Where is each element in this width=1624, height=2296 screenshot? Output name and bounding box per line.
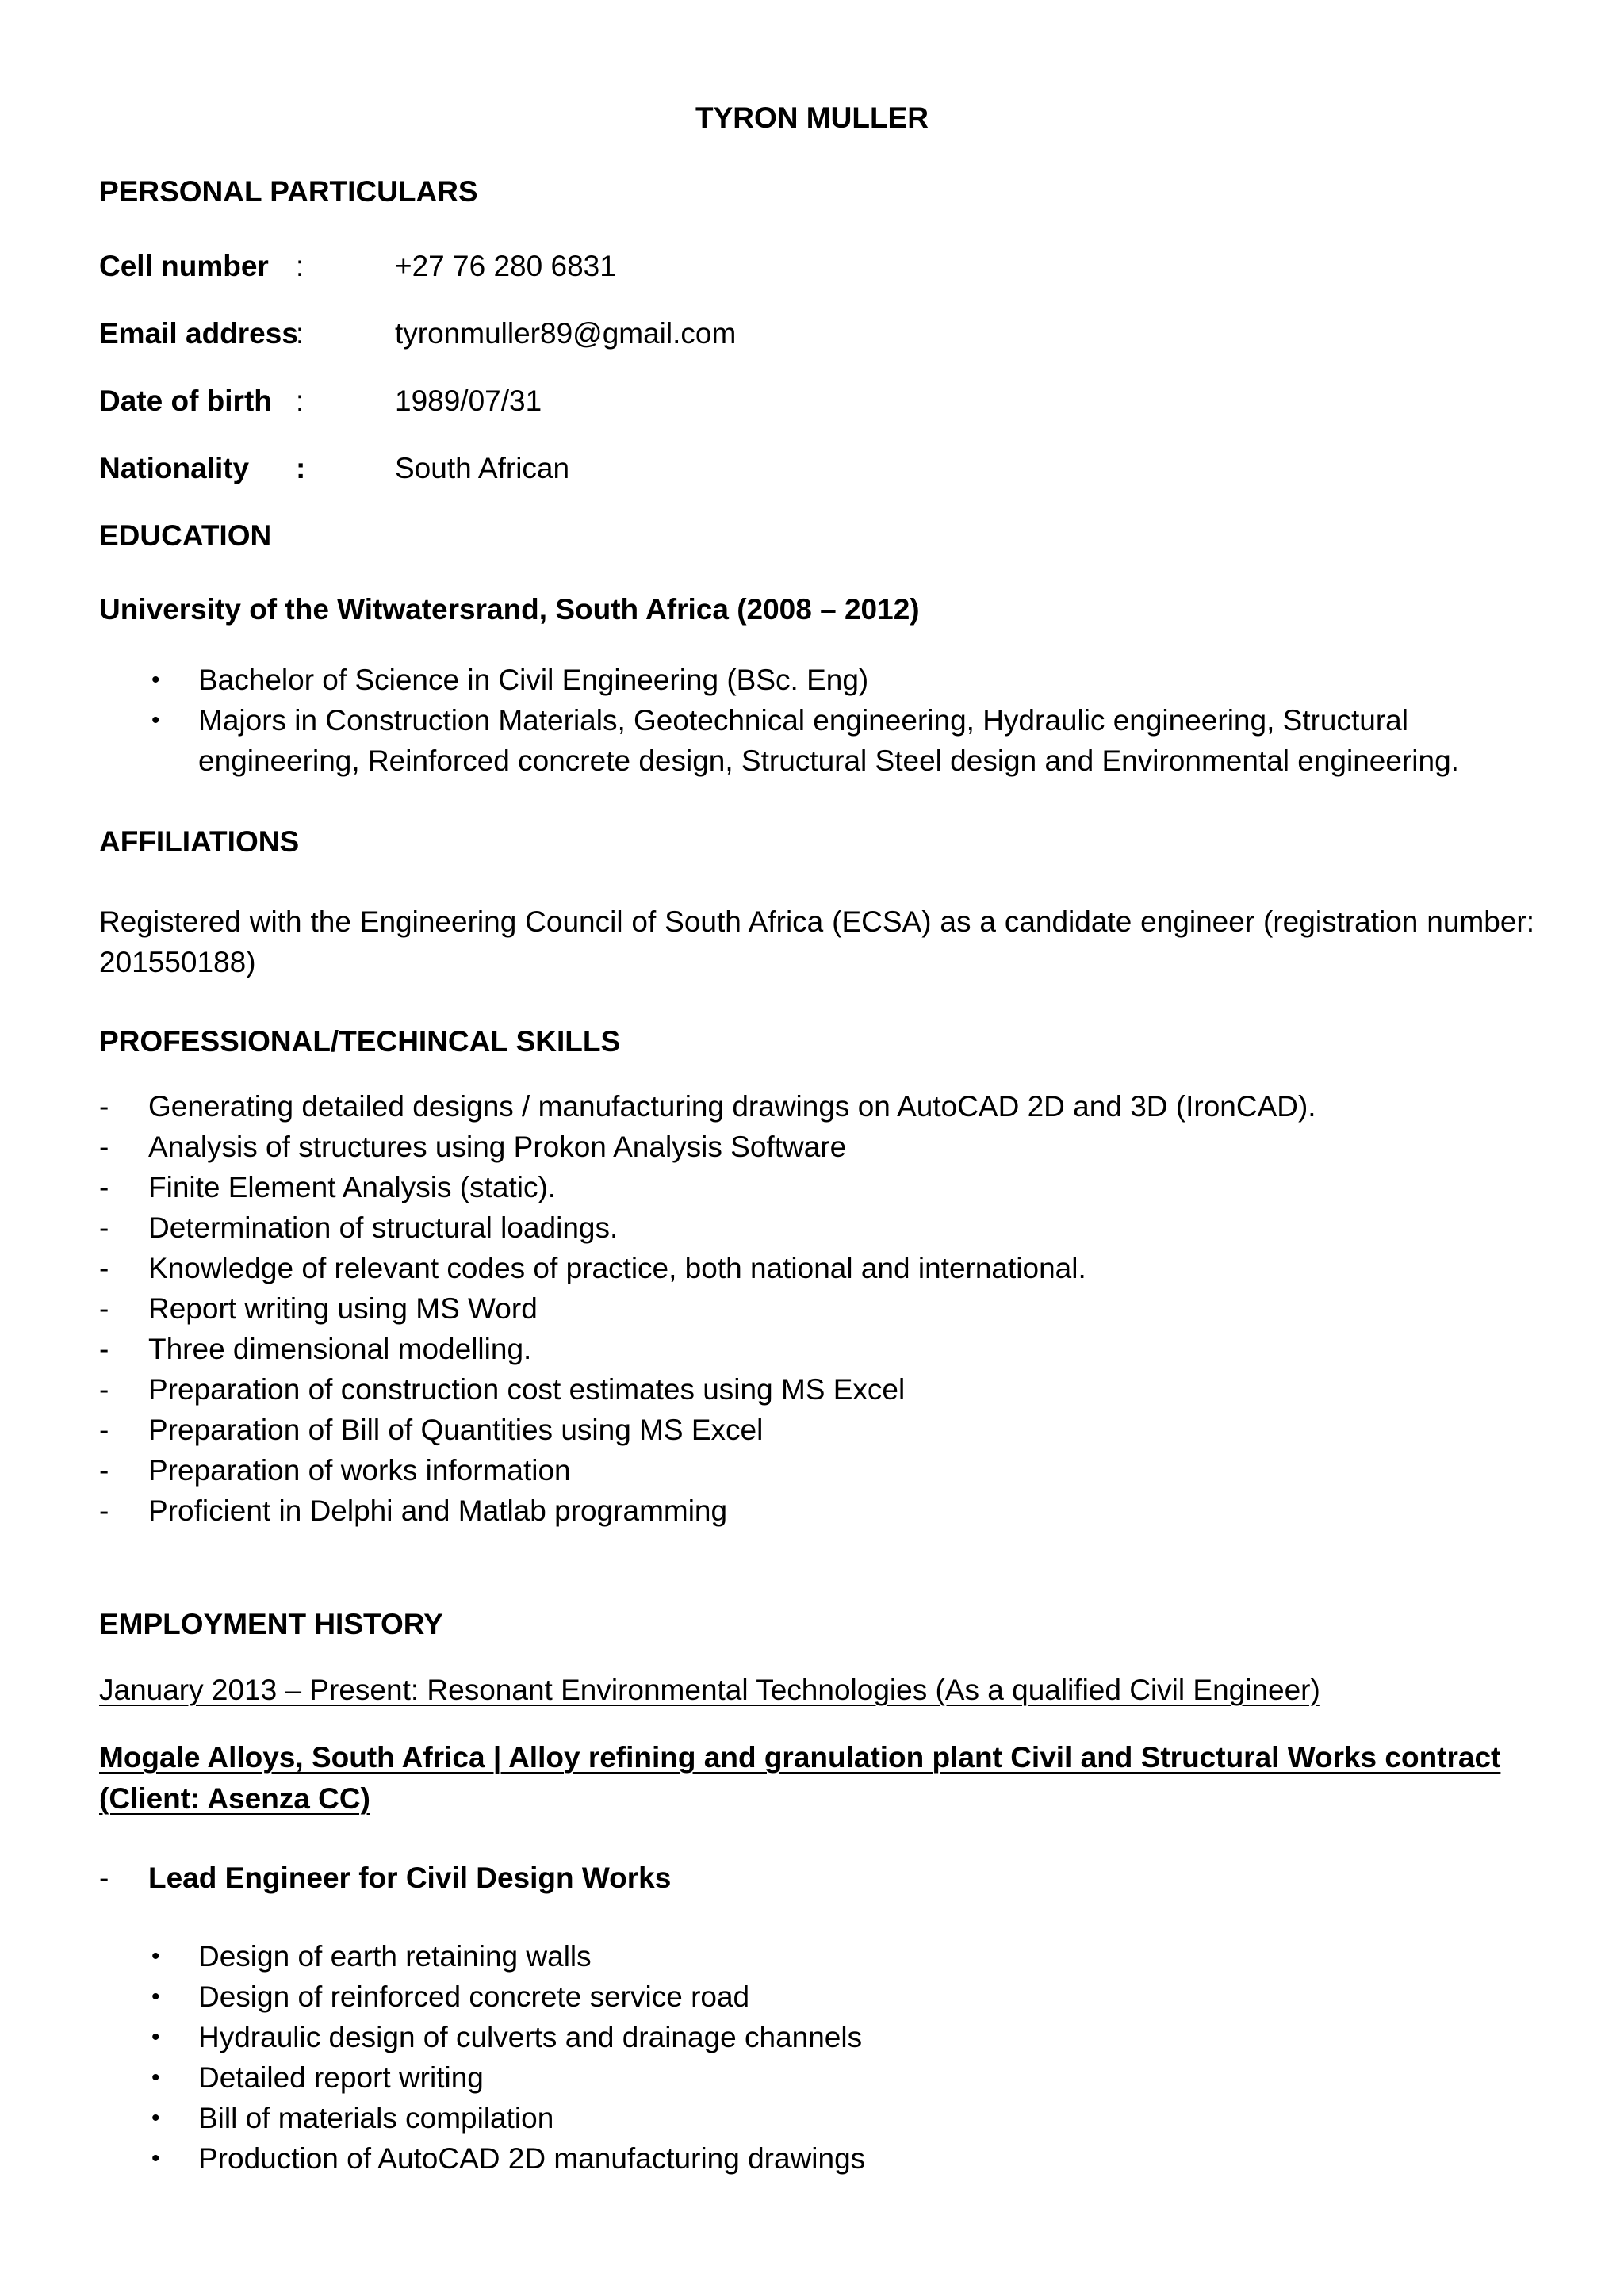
task-text: Design of reinforced concrete service road [198, 1980, 750, 2013]
skill-text: Knowledge of relevant codes of practice, both national and international. [148, 1252, 1086, 1284]
dash-marker: - [99, 1414, 109, 1446]
skill-text: Preparation of Bill of Quantities using MS Excel [148, 1414, 764, 1446]
dash-marker: - [99, 1211, 109, 1244]
date-of-birth-value: 1989/07/31 [395, 385, 542, 417]
project-title-line-2: (Client: Asenza CC) [99, 1782, 370, 1815]
cell-number-colon: : [296, 250, 304, 282]
bullet-icon: • [151, 2145, 160, 2172]
dash-marker: - [99, 1292, 109, 1325]
education-item-text: Majors in Construction Materials, Geotechnical engineering, Hydraulic engineering, Structural engineering, Reinforced concrete design, Structural Steel design and Environmental engineering. [198, 704, 1459, 777]
role-dash: - [99, 1862, 109, 1894]
list-item [99, 1369, 1316, 1410]
email-value: tyronmuller89@gmail.com [395, 317, 737, 350]
task-text: Production of AutoCAD 2D manufacturing drawings [198, 2142, 866, 2175]
bullet-icon: • [151, 2105, 160, 2131]
dash-marker: - [99, 1252, 109, 1284]
list-item [99, 1410, 1316, 1450]
skill-text: Three dimensional modelling. [148, 1333, 532, 1365]
project-title-line-1: Mogale Alloys, South Africa | Alloy refining and granulation plant Civil and Structural Works contract [99, 1741, 1501, 1774]
bullet-icon: • [151, 2064, 160, 2091]
nationality-label: Nationality [99, 452, 250, 484]
skill-text: Generating detailed designs / manufacturing drawings on AutoCAD 2D and 3D (IronCAD). [148, 1090, 1316, 1123]
task-text: Design of earth retaining walls [198, 1940, 592, 1973]
skills-heading: PROFESSIONAL/TECHINCAL SKILLS [99, 1025, 621, 1058]
list-item [99, 1288, 1316, 1329]
nationality-colon: : [296, 452, 306, 484]
role-title: Lead Engineer for Civil Design Works [148, 1862, 672, 1894]
date-of-birth-label: Date of birth [99, 385, 272, 417]
education-heading: EDUCATION [99, 519, 272, 552]
skill-text: Preparation of construction cost estimates using MS Excel [148, 1373, 906, 1406]
personal-particulars-heading: PERSONAL PARTICULARS [99, 175, 478, 208]
skill-text: Preparation of works information [148, 1454, 571, 1487]
bullet-icon: • [151, 1943, 160, 1969]
dash-marker: - [99, 1090, 109, 1123]
list-item [147, 660, 1546, 700]
list-item [147, 2017, 865, 2057]
cell-number-label: Cell number [99, 250, 269, 282]
list-item [99, 1450, 1316, 1490]
date-of-birth-colon: : [296, 385, 304, 417]
education-institution: University of the Witwatersrand, South Africa (2008 – 2012) [99, 593, 920, 626]
dash-marker: - [99, 1131, 109, 1163]
dash-marker: - [99, 1171, 109, 1203]
education-list [147, 660, 1546, 781]
bullet-icon: • [151, 2024, 160, 2050]
affiliations-text: Registered with the Engineering Council of South Africa (ECSA) as a candidate engineer (registration number: 201550188) [99, 905, 1534, 978]
list-item [99, 1127, 1316, 1167]
list-item [99, 1167, 1316, 1207]
list-item [147, 2138, 865, 2179]
list-item [147, 1936, 865, 1976]
list-item [99, 1490, 1316, 1531]
dash-marker: - [99, 1454, 109, 1487]
skills-list [99, 1086, 1316, 1531]
list-item [99, 1207, 1316, 1248]
employment-period: January 2013 – Present: Resonant Environmental Technologies (As a qualified Civil Engineer) [99, 1674, 1320, 1706]
education-item-text: Bachelor of Science in Civil Engineering (BSc. Eng) [198, 664, 869, 696]
dash-marker: - [99, 1333, 109, 1365]
bullet-icon: • [151, 1984, 160, 2010]
skill-text: Determination of structural loadings. [148, 1211, 619, 1244]
bullet-icon: • [151, 707, 160, 733]
task-list [147, 1936, 865, 2179]
list-item [99, 1329, 1316, 1369]
list-item [99, 1086, 1316, 1127]
list-item [147, 2057, 865, 2098]
skill-text: Proficient in Delphi and Matlab programming [148, 1494, 728, 1527]
employment-heading: EMPLOYMENT HISTORY [99, 1608, 443, 1640]
skill-text: Analysis of structures using Prokon Analysis Software [148, 1131, 847, 1163]
nationality-value: South African [395, 452, 570, 484]
list-item [99, 1248, 1316, 1288]
dash-marker: - [99, 1494, 109, 1527]
cell-number-value: +27 76 280 6831 [395, 250, 616, 282]
affiliations-heading: AFFILIATIONS [99, 825, 300, 858]
page-title: TYRON MULLER [695, 101, 929, 134]
list-item [147, 700, 1546, 781]
dash-marker: - [99, 1373, 109, 1406]
email-colon: : [296, 317, 304, 350]
list-item [147, 1976, 865, 2017]
list-item [147, 2098, 865, 2138]
bullet-icon: • [151, 667, 160, 693]
email-label: Email address [99, 317, 298, 350]
task-text: Detailed report writing [198, 2061, 484, 2094]
task-text: Bill of materials compilation [198, 2102, 554, 2134]
skill-text: Report writing using MS Word [148, 1292, 538, 1325]
task-text: Hydraulic design of culverts and drainage channels [198, 2021, 863, 2053]
skill-text: Finite Element Analysis (static). [148, 1171, 557, 1203]
